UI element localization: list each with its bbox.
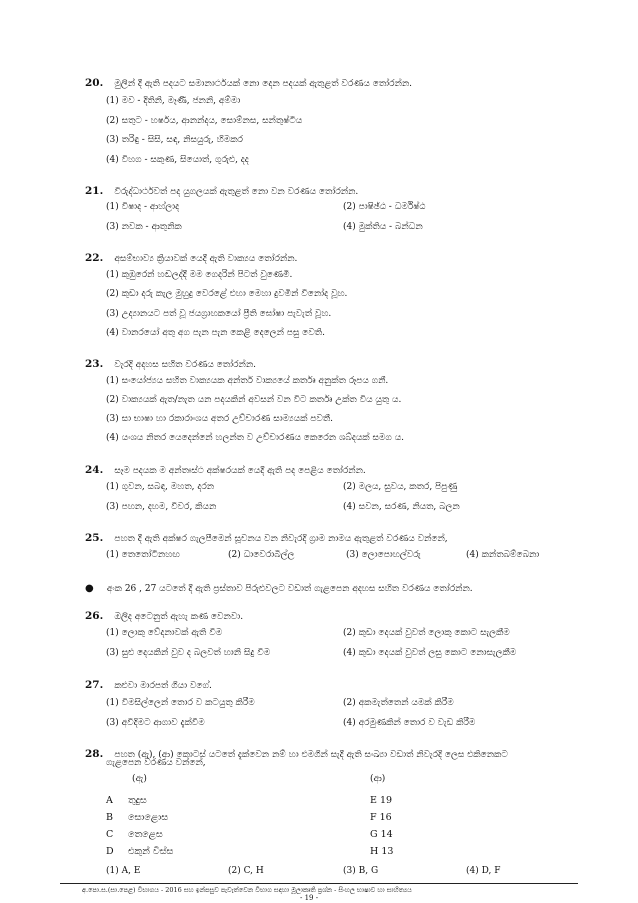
matching-right-row: H 13 [370,846,394,857]
option[interactable]: (4) කන්තබම්බෙනා [466,550,540,560]
footer-text: අ.පො.ස.(සා.පෙළ) විභාගය - 2016 සහ ඉන්පසුව පැවැත්වෙන විභාග සඳහා මූලාකෘති ප්‍රශ්න - සිංහල භාෂාව හා සාහිත්‍යය [82,886,412,894]
matching-right-row: F 16 [370,812,392,823]
question-25 [85,526,448,545]
question-text: අසම්භාව්‍ය ක්‍රියාවක් යෙදී ඇති වාක්‍යය තෝරන්න. [114,254,298,264]
option[interactable]: (3) පහන, දහම, විවර, කියන [106,502,217,512]
option[interactable]: (2) මලය, සුවය, කතර, පිපුණු [343,482,458,492]
option[interactable]: (4) D, F [466,866,501,876]
question-number: 26. [85,610,104,622]
option[interactable]: (1) A, E [106,866,141,876]
option[interactable]: (4) වානරයෝ අතු අග පැන පැන කෙළි දෙලෙන් පසු වෙති. [106,328,325,338]
question-number: 20. [85,77,104,89]
instruction-note [85,576,473,595]
column-heading-b: (ආ) [370,774,386,784]
option[interactable]: (2) C, H [228,866,264,876]
question-text: ඔලිද අටෙනුත් ඇහැ කණ වෙනවා. [114,612,244,622]
question-21 [85,179,358,198]
matching-left-row: B සොළොස [106,812,169,823]
matching-right-row: G 14 [370,829,393,840]
column-heading-a: (ඇ) [132,774,147,784]
option[interactable]: (1) විෂාද - ආහ්ලාද [106,202,180,212]
option[interactable]: (1) තෙතෝටිනහඟ [106,550,180,560]
option[interactable]: (2) වාක්‍යයක් ඇත/නැත යන පදයකින් අවසන් වන විට කර්තෘ උක්ත විය යුතු ය. [106,395,402,405]
option[interactable]: (4) සවන, සරණ, නියත, බලන [343,502,460,512]
question-text: පහත (ඇ), (ආ) කොටස් යටතේ දැක්වෙන නම් හා එමගින් සැදී ඇති සංඛ්‍යා වඩාත් නිවැරදි ලෙස එකිනෙකට [114,750,508,760]
matching-left-row: C තෙළෙස [106,829,163,840]
option[interactable]: (1) මව - දිතිනි, මෑණි, ජනනි, අම්මා [106,96,241,106]
option[interactable]: (1) විමසිල්ලෙන් තොර ව කටයුතු කිරීම [106,698,255,708]
question-number: 25. [85,532,104,544]
matching-left-row: D එකුන් විස්ස [106,846,174,857]
question-text: කළුවා මාරපත් ගියා වගේ. [114,681,212,691]
matching-right-row: E 19 [370,795,393,806]
option[interactable]: (1) ගුවන, සබඳ, මහත, දරන [106,482,215,492]
question-text: වැරදි අදහස සහිත වරණය තෝරන්න. [114,360,256,370]
option[interactable]: (4) කුඩා දෙයක් වුවත් ලසු කොට නොසැලකීම [343,648,517,658]
footer-divider [60,883,578,884]
question-24 [85,458,366,477]
question-text: සෑම පදයක ම අන්තඃස්ථ අක්ෂරයක් යෙදී ඇති පද පෙළිය තෝරන්න. [114,466,366,476]
question-number: 24. [85,464,104,476]
option[interactable]: (3) නවක - ආතුනික [106,222,182,232]
option[interactable]: (1) සංයෝජ්‍යය සහිත වාක්‍යයක අන්තර් වාක්‍යයේ කර්තෘ අනුක්ත රූපය ගනී. [106,376,389,386]
option[interactable]: (2) අකමැත්තෙන් යමක් කිරීම [343,698,454,708]
question-20 [85,71,412,90]
question-text-continued: ගැළපෙන වරණය වන්නේ, [106,758,206,768]
option[interactable]: (3) තරිඳු - සිසි, සඳ, නිසයුරු, හිමකර [106,135,243,145]
option[interactable]: (3) B, G [343,866,379,876]
option[interactable]: (3) ලොපොහල්වරු [346,550,421,560]
page-number: - 19 - [300,894,319,902]
note-text: අංක 26 , 27 යටතේ දී ඇති ප්‍රස්තාව පිරුළුවලට වඩාත් ගැළපෙන අදහස සහිත වරණය තෝරන්න. [106,584,473,594]
question-number: 27. [85,679,104,691]
option[interactable]: (1) කුඹුරෙන් හඬලද්දී මම ගෙදරින් පිටත් වුණෙමි. [106,270,293,280]
matching-left-row: A තුදුස [106,795,147,806]
option[interactable]: (4) මුක්තිය - බන්ධන [343,222,423,232]
option[interactable]: (4) විහග - සකුණ, සියොත්, ගුරුළු, දද [106,155,249,165]
question-number: 22. [85,252,104,264]
question-23 [85,352,256,371]
question-text: පහත දී ඇති අක්ෂර ගැලපීමෙන් සූචනය වන නිවැරදි ග්‍රාම නාමය ඇතුළත් වරණය වන්නේ, [114,534,448,544]
option[interactable]: (3) උද්‍යානයට පත් වූ ජයග්‍රාහකයෝ ප්‍රීති ඝෝෂා පැවැත් වූහ. [106,309,332,319]
question-text: විරුද්ධාර්ථවත් පද යුගලයක් ඇතුළත් නො වන වරණය තෝරන්න. [114,187,359,197]
option[interactable]: (2) පාෂිඡ්ඨ - ධර්මිෂ්ඨ [343,202,426,212]
option[interactable]: (4) අරමුණකින් තොර ව වැඩ කිරීම [343,718,476,728]
question-text: මුලින් දී ඇති පදයට සමානාර්ථයක් නො දෙන පදයක් ඇතුළත් වරණය තෝරන්න. [114,79,413,89]
question-22 [85,246,297,265]
option[interactable]: (4) යංශය නිතර යෙදෙන්නේ හලන්ත ව උච්චාරණය කෙරෙන ශබ්දයක් සමග ය. [106,433,405,443]
option[interactable]: (2) කුඩා දෙයක් වුවත් ලොකු කොට සැලකීම [343,628,510,638]
question-number: 23. [85,358,104,370]
question-27 [85,673,212,692]
bullet-icon: ● [85,583,94,594]
question-26 [85,604,243,623]
option[interactable]: (3) සා භාෂා හා රකාරාංශය අතර උච්චාරණ සාම්‍යයක් පවතී. [106,414,333,424]
option[interactable]: (3) අවිදිමට ආගාව දැක්වීම [106,718,205,728]
option[interactable]: (2) කුඩා දරු කැල මුහුදු වෙරළේ එහා මෙහා දුවමින් විනෝද වූහ. [106,289,348,299]
question-number: 28. [85,748,104,760]
option[interactable]: (2) සතුට - හර්ෂය, ආනන්දය, සොම්නස, සන්තුෂ්ටිය [106,116,303,126]
question-number: 21. [85,185,104,197]
option[interactable]: (2) ධාවෙරාබිල්ල [228,550,295,560]
option[interactable]: (3) සුළු දෙයකින් වුව ද බලවත් හානි සිදු වීම [106,648,271,658]
option[interactable]: (1) ලොකු වේදනාවක් ඇති වීම [106,628,223,638]
